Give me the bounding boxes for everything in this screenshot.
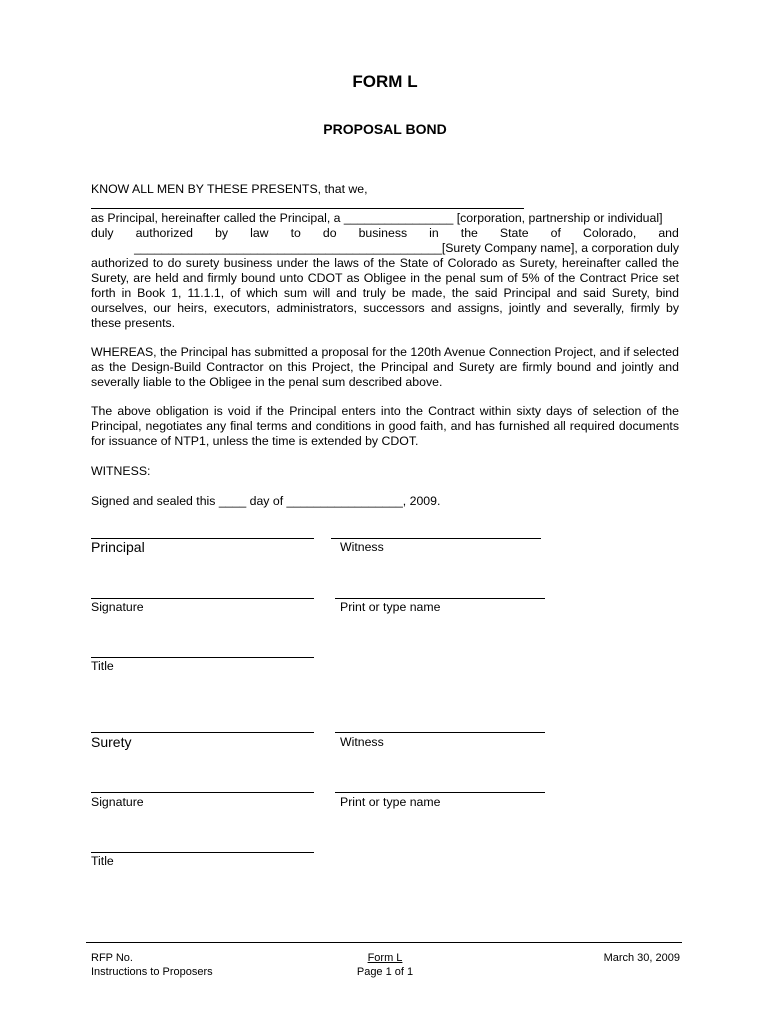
signature-line <box>91 598 314 599</box>
witness-label: Witness <box>340 540 384 554</box>
form-title: FORM L <box>352 72 418 91</box>
surety-signature-line <box>91 732 314 733</box>
print-name-line <box>335 792 545 793</box>
word: law <box>250 226 269 240</box>
footer-form-label: Form L <box>367 952 403 964</box>
witness-label: Witness <box>340 735 384 749</box>
footer-rule <box>86 942 682 943</box>
word: duly <box>91 226 114 240</box>
word: of <box>550 226 561 240</box>
witness-heading: WITNESS: <box>91 464 151 478</box>
document-title: PROPOSAL BOND <box>323 121 447 137</box>
principal-name-line <box>91 208 524 209</box>
intro-text: KNOW ALL MEN BY THESE PRESENTS, that we, <box>91 182 368 196</box>
witness-line <box>335 732 545 733</box>
word: do <box>322 226 337 240</box>
word: authorized <box>135 226 194 240</box>
word: to <box>290 226 301 240</box>
surety-name-clause: _____________________________________________[Surety Company name], a corporation duly <box>134 241 679 255</box>
signature-label: Signature <box>91 600 144 614</box>
print-name-label: Print or type name <box>340 600 441 614</box>
print-name-line <box>335 598 545 599</box>
title-line <box>91 657 314 658</box>
word: Colorado, <box>582 226 637 240</box>
footer-date: March 30, 2009 <box>603 952 680 964</box>
witness-line <box>331 538 541 539</box>
print-name-label: Print or type name <box>340 795 441 809</box>
word: State <box>499 226 529 240</box>
title-label: Title <box>91 854 114 868</box>
title-line <box>91 852 314 853</box>
authorization-line <box>91 226 679 241</box>
signed-sealed-line: Signed and sealed this ____ day of _________________, 2009. <box>91 494 441 508</box>
whereas-paragraph: WHEREAS, the Principal has submitted a proposal for the 120th Avenue Connection Project, and if selected as the Design-Build Contractor on this Project, the Principal and Surety are firmly bound and jointly and severally liable to the Obligee in the penal sum described above. <box>91 345 679 389</box>
footer-rfp-no: RFP No. <box>91 952 133 964</box>
footer-page-number: Page 1 of 1 <box>356 966 414 978</box>
principal-label: Principal <box>91 539 145 555</box>
signature-label: Signature <box>91 795 144 809</box>
word: in <box>429 226 439 240</box>
signature-line <box>91 792 314 793</box>
word: by <box>215 226 229 240</box>
principal-clause: as Principal, hereinafter called the Principal, a ________________ [corporation, partnership or individual] <box>91 211 663 225</box>
footer-instructions: Instructions to Proposers <box>91 966 213 978</box>
word: and <box>658 226 679 240</box>
obligation-paragraph: The above obligation is void if the Principal enters into the Contract within sixty days of selection of the Principal, negotiates any final terms and conditions in good faith, and has furnished all required documents for issuance of NTP1, unless the time is extended by CDOT. <box>91 404 679 448</box>
surety-paragraph: authorized to do surety business under the laws of the State of Colorado as Surety, hereinafter called the Surety, are held and firmly bound unto CDOT as Obligee in the penal sum of 5% of the Contract Price set forth in Book 1, 11.1.1, of which sum will and truly be made, the said Principal and said Surety, bind ourselves, our heirs, executors, administrators, successors and assigns, jointly and severally, firmly by these presents. <box>91 256 679 330</box>
title-label: Title <box>91 659 114 673</box>
surety-label: Surety <box>91 734 132 750</box>
word: the <box>460 226 478 240</box>
word: business <box>358 226 408 240</box>
